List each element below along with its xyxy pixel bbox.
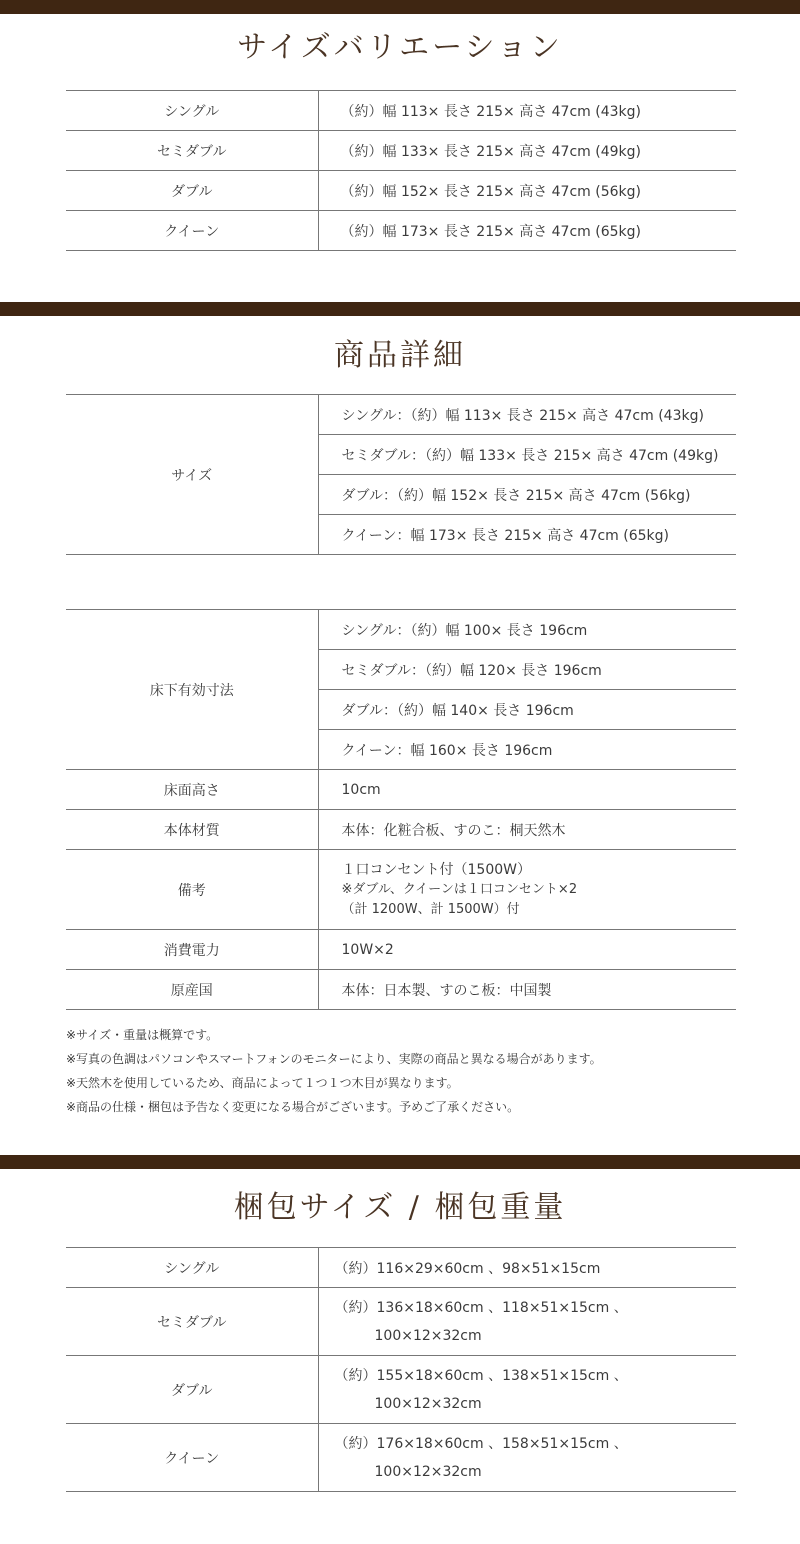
underbed-label: 床下有効寸法 — [66, 610, 318, 770]
underbed-value: クイーン：幅 160× 長さ 196cm — [318, 730, 736, 770]
remarks-line: ※ダブル、クイーンは１口コンセント×2 — [341, 881, 578, 897]
remarks-value — [318, 850, 736, 930]
section-divider-top — [0, 0, 800, 14]
remarks-label: 備考 — [66, 850, 318, 930]
size-value: （約）幅 113× 長さ 215× 高さ 47cm (43kg) — [318, 91, 736, 131]
section-divider — [0, 1155, 800, 1169]
size-label: シングル — [66, 91, 318, 131]
size-detail-value: シングル：（約）幅 113× 長さ 215× 高さ 47cm (43kg) — [318, 395, 736, 435]
packing-label: ダブル — [66, 1356, 318, 1424]
table-row — [66, 211, 736, 251]
packing-line: （約）116×29×60cm 、98×51×15cm — [334, 1260, 601, 1277]
floor-height-value: 10cm — [318, 770, 736, 810]
table-row — [66, 91, 736, 131]
power-label: 消費電力 — [66, 930, 318, 970]
table-row — [66, 131, 736, 171]
size-label: クイーン — [66, 211, 318, 251]
packing-value — [318, 1424, 736, 1492]
packing-title: 梱包サイズ / 梱包重量 — [233, 1190, 567, 1225]
remarks-line: （計 1200W、計 1500W）付 — [341, 901, 520, 917]
power-value: 10W×2 — [318, 930, 736, 970]
packing-table — [66, 1247, 736, 1492]
packing-line: （約）155×18×60cm 、138×51×15cm 、 — [334, 1367, 628, 1384]
size-detail-value: セミダブル：（約）幅 133× 長さ 215× 高さ 47cm (49kg) — [318, 435, 736, 475]
size-label: ダブル — [66, 171, 318, 211]
table-row — [66, 970, 736, 1010]
remarks-line: １口コンセント付（1500W） — [341, 861, 531, 878]
size-detail-value: ダブル：（約）幅 152× 長さ 215× 高さ 47cm (56kg) — [318, 475, 736, 515]
table-row — [66, 1424, 736, 1492]
note-line: ※写真の色調はパソコンやスマートフォンのモニターにより、実際の商品と異なる場合があります。 — [66, 1052, 602, 1066]
size-detail-table — [66, 394, 736, 555]
size-value: （約）幅 173× 長さ 215× 高さ 47cm (65kg) — [318, 211, 736, 251]
packing-line: （約）136×18×60cm 、118×51×15cm 、 — [334, 1299, 628, 1316]
section-divider — [0, 302, 800, 316]
origin-value: 本体：日本製、すのこ板：中国製 — [318, 970, 736, 1010]
table-row — [66, 850, 736, 930]
packing-value — [318, 1288, 736, 1356]
packing-line: 100×12×32cm — [374, 1463, 482, 1480]
note-line: ※商品の仕様・梱包は予告なく変更になる場合がございます。予めご了承ください。 — [66, 1100, 520, 1114]
underbed-value: セミダブル：（約）幅 120× 長さ 196cm — [318, 650, 736, 690]
table-row — [66, 930, 736, 970]
size-variation-title: サイズバリエーション — [237, 30, 563, 65]
size-value: （約）幅 133× 長さ 215× 高さ 47cm (49kg) — [318, 131, 736, 171]
table-row — [66, 770, 736, 810]
material-label: 本体材質 — [66, 810, 318, 850]
packing-line: （約）176×18×60cm 、158×51×15cm 、 — [334, 1435, 628, 1452]
packing-label: シングル — [66, 1248, 318, 1288]
floor-height-label: 床面高さ — [66, 770, 318, 810]
underbed-value: シングル：（約）幅 100× 長さ 196cm — [318, 610, 736, 650]
material-value: 本体：化粧合板、すのこ：桐天然木 — [318, 810, 736, 850]
size-value: （約）幅 152× 長さ 215× 高さ 47cm (56kg) — [318, 171, 736, 211]
packing-line: 100×12×32cm — [374, 1395, 482, 1412]
size-detail-value: クイーン：幅 173× 長さ 215× 高さ 47cm (65kg) — [318, 515, 736, 555]
table-row — [66, 171, 736, 211]
notes — [66, 1023, 602, 1119]
packing-label: クイーン — [66, 1424, 318, 1492]
table-row — [66, 810, 736, 850]
size-detail-label: サイズ — [66, 395, 318, 555]
packing-label: セミダブル — [66, 1288, 318, 1356]
note-line: ※天然木を使用しているため、商品によって１つ１つ木目が異なります。 — [66, 1076, 459, 1090]
spec-table — [66, 609, 736, 1010]
note-line: ※サイズ・重量は概算です。 — [66, 1028, 219, 1042]
underbed-value: ダブル：（約）幅 140× 長さ 196cm — [318, 690, 736, 730]
origin-label: 原産国 — [66, 970, 318, 1010]
packing-line: 100×12×32cm — [374, 1327, 482, 1344]
size-label: セミダブル — [66, 131, 318, 171]
packing-value — [318, 1356, 736, 1424]
table-row — [66, 610, 736, 650]
product-details-title: 商品詳細 — [334, 338, 466, 373]
packing-value — [318, 1248, 736, 1288]
table-row — [66, 1248, 736, 1288]
size-variation-table — [66, 90, 736, 251]
table-row — [66, 395, 736, 435]
table-row — [66, 1356, 736, 1424]
table-row — [66, 1288, 736, 1356]
